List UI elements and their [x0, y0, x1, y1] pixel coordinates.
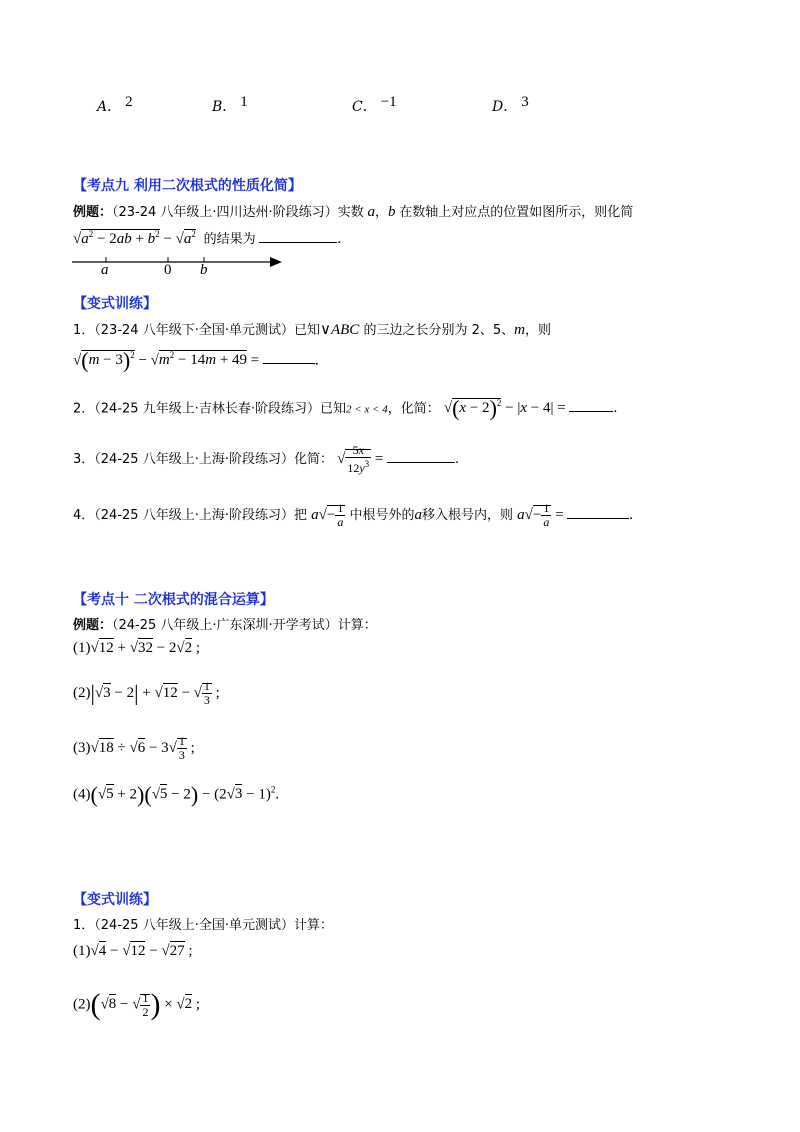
practice-item-1: (1)√4 − √12 − √27 ; — [73, 943, 193, 959]
option-d: D． 3 — [492, 94, 529, 115]
example-expression: $√a^2 - 2ab + b^2 - √a^2$ 的结果为 . — [73, 229, 342, 247]
numberline-label-a: a — [101, 262, 109, 278]
practice-title: 【变式训练】 — [73, 296, 157, 312]
question-3: 3．（24-25 八年级上·上海·阶段练习）化简： √ $\frac{5x}{12y^3}$ = . — [73, 443, 459, 475]
example-line-10: 例题：（24-25 八年级上·广东深圳·开学考试）计算： — [73, 618, 377, 633]
section-title: 【考点九 利用二次根式的性质化简】 — [73, 178, 302, 194]
question-4: 4．（24-25 八年级上·上海·阶段练习）把 a√− $\frac{1}{a}$ 中根号外的a移入根号内，则 a√− $\frac{1}{a}$ = . — [73, 501, 634, 529]
option-a: A． 2 — [97, 94, 133, 115]
section-title-10: 【考点十 二次根式的混合运算】 — [73, 592, 274, 608]
practice-item-2: (2)(√8 − √ $\frac{1}{2}$ ) × √2 ; — [73, 988, 201, 1021]
question-1-expression: $√(m - 3)^2 - √m^2 - 14m + 49$ = . — [73, 348, 319, 373]
practice-title-10: 【变式训练】 — [73, 892, 157, 908]
question-10-1: 1．（24-25 八年级上·全国·单元测试）计算： — [73, 918, 333, 933]
calc-item-2: (2)|√3 − 2| + √12 − √ $\frac{1}{3}$ ; — [73, 679, 220, 707]
calc-item-4: $(4)(√5 + 2)(√5 - 2) - (2√3 - 1)^2$. — [73, 782, 280, 807]
calc-item-3: (3)√18 ÷ √6 − 3√ $\frac{1}{3}$ ; — [73, 734, 195, 762]
question-2: 2．（24-25 九年级上·吉林长春·阶段练习）已知2 < x < 4，化简： $√(x - 2)^2 - |x - 4|$ = . — [73, 396, 618, 421]
question-1: 1．（23-24 八年级下·全国·单元测试）已知∨ABC 的三边之长分别为 2、5、m，则 — [73, 322, 551, 338]
option-b: B． 1 — [212, 94, 248, 115]
numberline-label-b: b — [200, 262, 208, 278]
numberline-label-zero: 0 — [164, 262, 172, 278]
option-c: C． −1 — [352, 94, 397, 115]
example-line: 例题：（23-24 八年级上·四川达州·阶段练习）实数 a，b 在数轴上对应点的位置如图所示，则化简 — [73, 204, 634, 220]
calc-item-1: (1)√12 + √32 − 2√2 ; — [73, 640, 201, 656]
